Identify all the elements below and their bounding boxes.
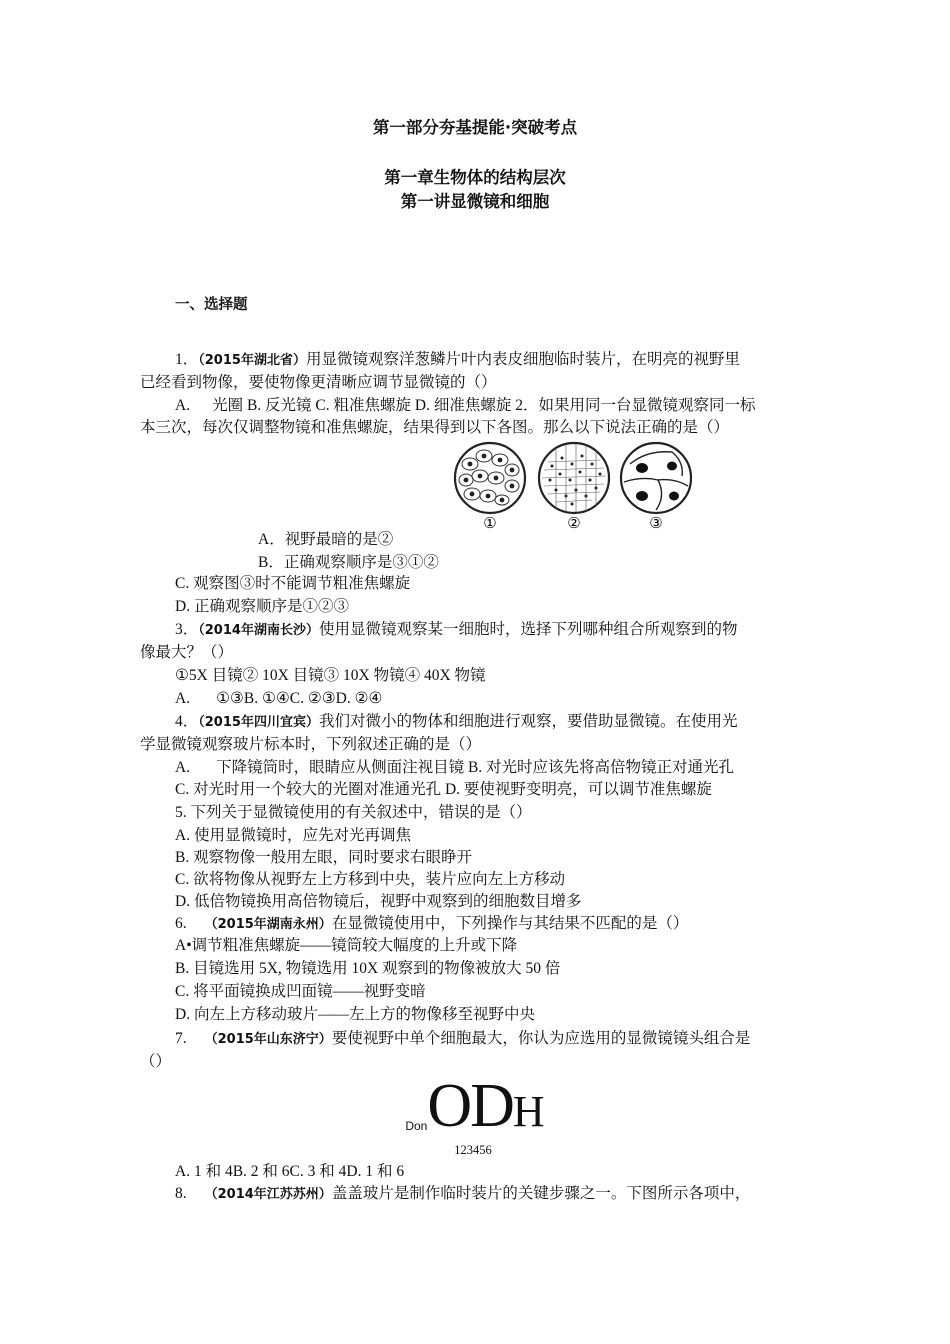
q4-options-cd: C. 对光时用一个较大的光圈对准通光孔 D. 要使视野变明亮，可以调节准焦螺旋 <box>175 781 712 798</box>
q1-number: 1． <box>175 351 199 368</box>
q4-options-ab <box>175 758 734 778</box>
lens-figure <box>0 1072 950 1140</box>
q1-option-a: A. <box>175 397 191 414</box>
q5-option-b: B. 观察物像一般用左眼，同时要求右眼睁开 <box>175 849 473 866</box>
q3-source: （2014年湖南长沙） <box>198 623 319 638</box>
microscope-views-figure <box>452 440 692 532</box>
q7-number: 7. <box>175 1030 187 1047</box>
q7-text: 要使视野中单个细胞最大，你认为应选用的显微镜镜头组合是 <box>331 1030 751 1047</box>
q6-option-b: B. 目镜选用 5X, 物镜选用 10X 观察到的物像被放大 50 倍 <box>175 960 561 977</box>
q2-option-a: A．视野最暗的是② <box>258 531 394 548</box>
q3-line1 <box>175 620 737 641</box>
q3-text: 使用显微镜观察某一细胞时，选择下列哪种组合所观察到的物 <box>318 621 738 638</box>
q2-option-d: D. 正确观察顺序是①②③ <box>175 598 349 615</box>
q5-option-d: D. 低倍物镜换用高倍物镜后，视野中观察到的细胞数目增多 <box>175 893 582 910</box>
q6-line1 <box>175 914 688 935</box>
q7-options: A. 1 和 4B. 2 和 6C. 3 和 4D. 1 和 6 <box>175 1163 405 1180</box>
lens-numbers: 123456 <box>454 1143 492 1157</box>
q4-option-a: A. <box>175 759 191 776</box>
chapter-title: 第一章生物体的结构层次 <box>384 168 566 187</box>
q4-number: 4． <box>175 713 199 730</box>
q2-option-c: C. 观察图③时不能调节粗准焦螺旋 <box>175 575 411 592</box>
q6-option-a: A•调节粗准焦螺旋——镜筒较大幅度的上升或下降 <box>175 937 518 954</box>
lecture-title: 第一讲显微镜和细胞 <box>400 192 550 211</box>
view-1-icon <box>455 443 525 513</box>
q1-text: 用显微镜观察洋葱鳞片叶内表皮细胞临时装片，在明亮的视野里 <box>305 351 740 368</box>
q6-source: （2015年湖南永州） <box>204 917 332 932</box>
q1-source: （2015年湖北省） <box>198 353 306 368</box>
q4-options-ab-rest: 下降镜筒时，眼睛应从侧面注视目镜 B. 对光时应该先将高倍物镜正对通光孔 <box>216 759 735 776</box>
q1-options <box>175 396 755 416</box>
q8-source: （2014年江苏苏州） <box>204 1187 332 1202</box>
part-title: 第一部分夯基提能·突破考点 <box>372 118 578 137</box>
q6-option-d: D. 向左上方移动玻片——左上方的物像移至视野中央 <box>175 1006 535 1023</box>
q7-source: （2015年山东济宁） <box>204 1032 332 1047</box>
view-1-label: ① <box>483 516 497 532</box>
q7-line1 <box>175 1029 750 1050</box>
q6-text: 在显微镜使用中，下列操作与其结果不匹配的是（） <box>331 915 689 932</box>
lens-mid-label: H <box>512 1087 545 1136</box>
lens-big-label: OD <box>427 1072 513 1140</box>
q7-line2: （） <box>140 1053 172 1070</box>
q5-stem: 5. 下列关于显微镜使用的有关叙述中，错误的是（） <box>175 804 532 821</box>
q8-number: 8. <box>175 1185 187 1202</box>
section-title: 一、选择题 <box>175 297 248 313</box>
q3-number: 3． <box>175 621 199 638</box>
q3-items: ①5X 目镜② 10X 目镜③ 10X 物镜④ 40X 物镜 <box>175 667 486 684</box>
q5-option-a: A. 使用显微镜时，应先对光再调焦 <box>175 827 411 844</box>
lens-small-label: Don <box>405 1119 428 1133</box>
q6-number: 6. <box>175 915 187 932</box>
q4-line1 <box>175 712 737 733</box>
q2-option-b: B．正确观察顺序是③①② <box>258 554 439 571</box>
q1-line1 <box>175 350 740 371</box>
view-2-label: ② <box>567 516 581 532</box>
q3-option-a: A. <box>175 690 191 707</box>
q8-line1 <box>175 1184 750 1205</box>
q3-options-rest: ①③B. ①④C. ②③D. ②④ <box>216 690 383 707</box>
q3-options <box>175 689 382 709</box>
q4-line2: 学显微镜观察玻片标本时，下列叙述正确的是（） <box>140 736 482 753</box>
q3-line2: 像最大？（） <box>140 644 234 661</box>
q1-line2: 已经看到物像，要使物像更清晰应调节显微镜的（） <box>140 374 497 391</box>
q5-option-c: C. 欲将物像从视野左上方移到中央，装片应向左上方移动 <box>175 871 566 888</box>
q2-stem: 本三次，每次仅调整物镜和准焦螺旋，结果得到以下各图。那么以下说法正确的是（） <box>140 419 730 436</box>
view-2-icon <box>539 443 609 513</box>
q6-option-c: C. 将平面镜换成凹面镜——视野变暗 <box>175 983 426 1000</box>
q1-options-rest: 光圈 B. 反光镜 C. 粗准焦螺旋 D. 细准焦螺旋 2．如果用同一台显微镜观察同一标 <box>212 397 756 414</box>
q4-source: （2015年四川宜宾） <box>198 715 319 730</box>
view-3-icon <box>621 443 691 513</box>
view-3-label: ③ <box>649 516 663 532</box>
q8-text: 盖盖玻片是制作临时装片的关键步骤之一。下图所示各项中， <box>331 1185 751 1202</box>
q4-text: 我们对微小的物体和细胞进行观察，要借助显微镜。在使用光 <box>318 713 738 730</box>
